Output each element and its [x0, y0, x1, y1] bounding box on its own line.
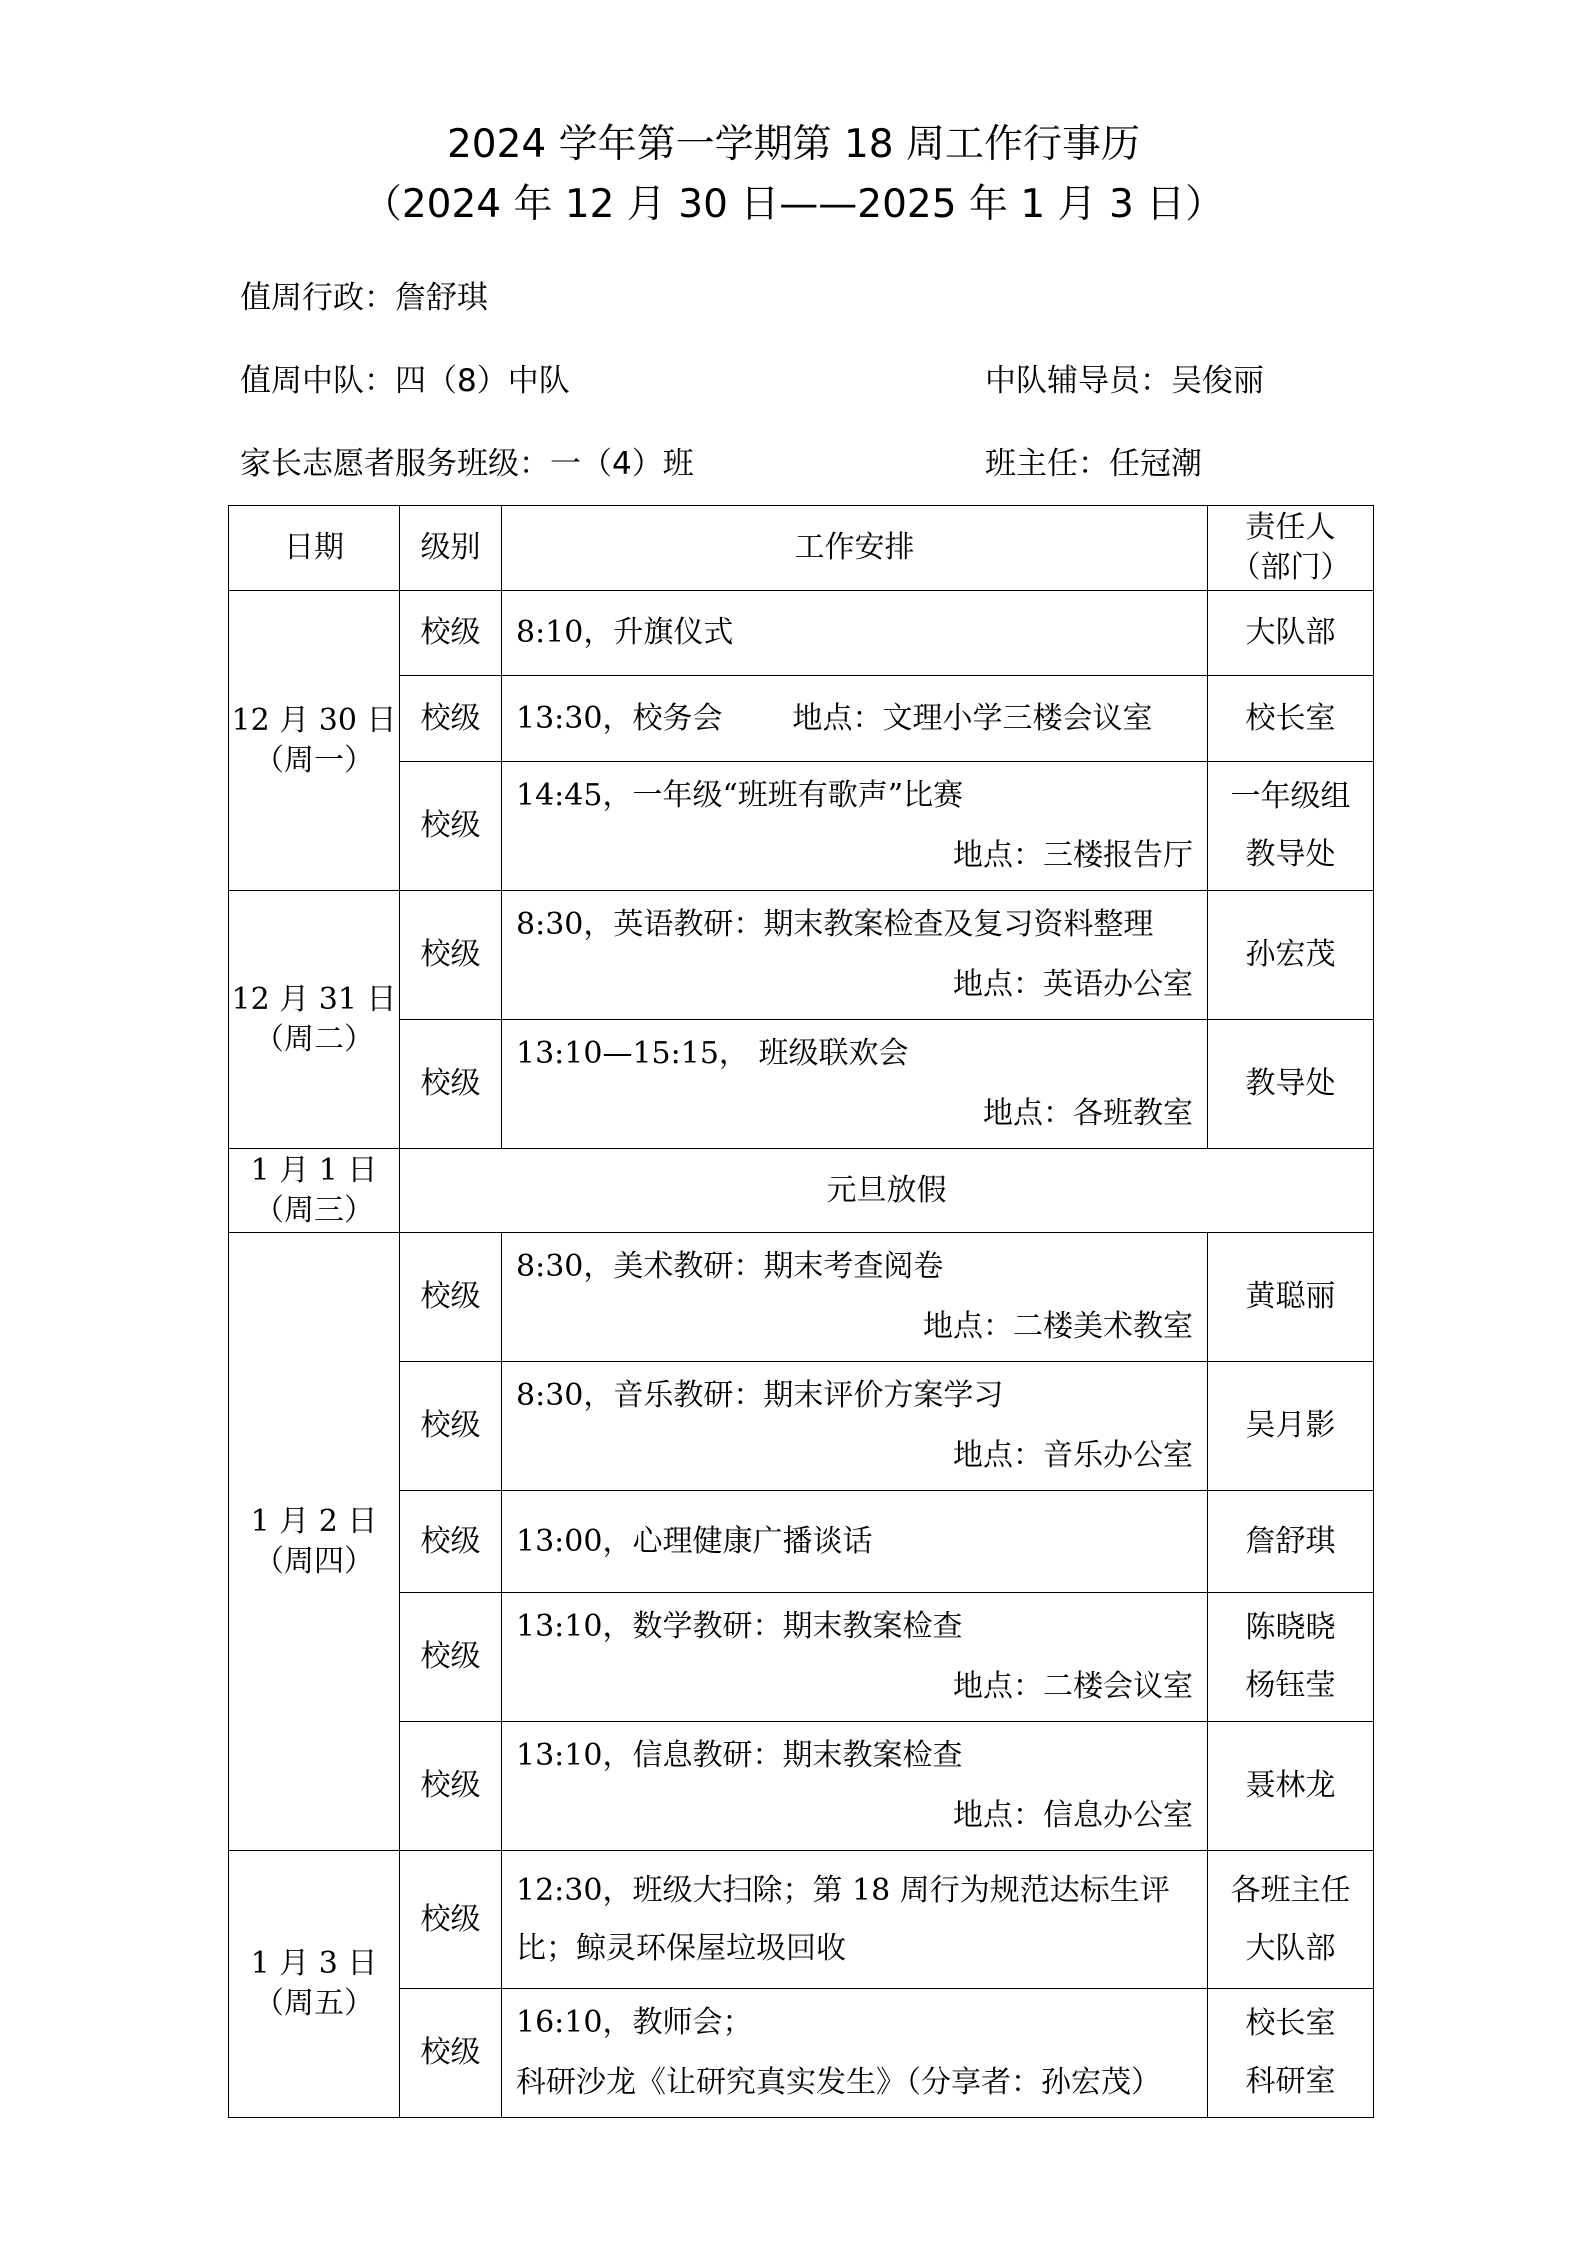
level-cell: 校级	[400, 1851, 502, 1989]
work-cell	[502, 1020, 1208, 1149]
duty-admin: 值周行政：詹舒琪	[240, 280, 488, 316]
header-date: 日期	[229, 506, 400, 591]
date-cell	[229, 591, 400, 891]
work-cell	[502, 1722, 1208, 1851]
task-text: 16:10，教师会；	[516, 2005, 753, 2040]
task-text: 8:30，英语教研：期末教案检查及复习资料整理	[516, 907, 1154, 942]
location-text: 地点：各班教室	[983, 1096, 1193, 1131]
location-text: 地点：文理小学三楼会议室	[792, 700, 1153, 736]
location-text: 地点：二楼会议室	[953, 1669, 1193, 1704]
date-cell	[229, 1149, 400, 1233]
responsible-name: 詹舒琪	[1245, 1523, 1336, 1559]
work-cell	[502, 1989, 1208, 2118]
task-text: 13:10，信息教研：期末教案检查	[516, 1738, 963, 1773]
responsible-name: 校长室	[1245, 700, 1336, 736]
responsible-name: 一年级组	[1230, 779, 1351, 814]
task-text: 13:10—15:15， 班级联欢会	[516, 1036, 909, 1071]
task-text: 13:10，数学教研：期末教案检查	[516, 1609, 963, 1644]
table-row	[229, 762, 1374, 891]
location-text: 地点：音乐办公室	[953, 1438, 1193, 1473]
level-cell: 校级	[400, 1722, 502, 1851]
task-text-line2: 科研沙龙《让研究真实发生》（分享者：孙宏茂）	[516, 2065, 1161, 2100]
responsible-cell	[1208, 1491, 1374, 1593]
weekday-label: （周四）	[254, 1543, 374, 1579]
table-row	[229, 1233, 1374, 1362]
table-row	[229, 591, 1374, 676]
level-cell: 校级	[400, 676, 502, 762]
table-row	[229, 1722, 1374, 1851]
responsible-cell	[1208, 1989, 1374, 2118]
work-cell	[502, 762, 1208, 891]
location-text: 地点：英语办公室	[953, 967, 1193, 1002]
responsible-name: 教导处	[1245, 1066, 1336, 1101]
task-text: 12:30，班级大扫除；第 18 周行为规范达标生评比；鲸灵环保屋垃圾回收	[516, 1872, 1170, 1966]
responsible-name: 陈晓晓	[1245, 1610, 1336, 1645]
weekday-label: （周二）	[254, 1021, 374, 1057]
level-cell: 校级	[400, 1020, 502, 1149]
level-cell: 校级	[400, 1491, 502, 1593]
responsible-cell	[1208, 1722, 1374, 1851]
responsible-name: 科研室	[1245, 2064, 1336, 2099]
header-level: 级别	[400, 506, 502, 591]
work-cell	[502, 1233, 1208, 1362]
task-text: 13:30，校务会	[516, 700, 723, 736]
work-cell	[502, 1851, 1208, 1989]
work-cell	[502, 891, 1208, 1020]
responsible-name: 各班主任	[1230, 1872, 1351, 1908]
table-header-row	[229, 506, 1374, 591]
date-label: 1 月 3 日	[250, 1946, 378, 1981]
responsible-name: 杨钰莹	[1245, 1668, 1336, 1703]
date-label: 1 月 2 日	[250, 1503, 378, 1539]
table-row	[229, 1593, 1374, 1722]
table-row	[229, 676, 1374, 762]
responsible-cell	[1208, 1362, 1374, 1491]
date-label: 1 月 1 日	[250, 1152, 378, 1188]
header-work: 工作安排	[502, 506, 1208, 591]
location-text: 地点：三楼报告厅	[953, 838, 1193, 873]
table-row	[229, 1491, 1374, 1593]
work-cell	[502, 1362, 1208, 1491]
weekday-label: （周一）	[254, 742, 374, 778]
responsible-cell	[1208, 891, 1374, 1020]
date-cell	[229, 1851, 400, 2118]
header-responsible-line2: （部门）	[1230, 550, 1351, 585]
date-cell	[229, 1233, 400, 1851]
date-label: 12 月 30 日	[231, 702, 397, 738]
head-teacher: 班主任：任冠潮	[985, 446, 1202, 482]
task-text: 8:30，美术教研：期末考查阅卷	[516, 1249, 944, 1284]
level-cell: 校级	[400, 1362, 502, 1491]
responsible-name: 聂林龙	[1245, 1768, 1336, 1803]
location-text: 地点：二楼美术教室	[923, 1309, 1193, 1344]
weekday-label: （周三）	[254, 1192, 374, 1228]
responsible-name: 孙宏茂	[1245, 937, 1336, 972]
table-row	[229, 1851, 1374, 1989]
table-row	[229, 891, 1374, 1020]
page-title: 2024 学年第一学期第 18 周工作行事历	[446, 122, 1141, 167]
task-text: 14:45，一年级“班班有歌声”比赛	[516, 778, 964, 813]
task-text: 8:30，音乐教研：期末评价方案学习	[516, 1378, 1004, 1413]
schedule-table	[228, 505, 1374, 2118]
responsible-name: 大队部	[1245, 615, 1336, 650]
squad-counselor: 中队辅导员：吴俊丽	[985, 363, 1264, 399]
table-row	[229, 1020, 1374, 1149]
responsible-cell	[1208, 591, 1374, 676]
responsible-name: 吴月影	[1245, 1408, 1336, 1443]
responsible-cell	[1208, 1593, 1374, 1722]
responsible-name: 校长室	[1245, 2006, 1336, 2041]
responsible-name: 大队部	[1245, 1930, 1336, 1966]
level-cell: 校级	[400, 1989, 502, 2118]
table-row	[229, 1362, 1374, 1491]
header-responsible-line1: 责任人	[1245, 510, 1336, 545]
work-cell	[502, 676, 1208, 762]
page-subtitle-date-range: （2024 年 12 月 30 日——2025 年 1 月 3 日）	[362, 182, 1225, 227]
location-text: 地点：信息办公室	[953, 1798, 1193, 1833]
volunteer-class: 家长志愿者服务班级：一（4）班	[240, 446, 694, 482]
work-cell	[502, 1491, 1208, 1593]
weekday-label: （周五）	[254, 1986, 374, 2021]
level-cell: 校级	[400, 591, 502, 676]
task-text: 8:10，升旗仪式	[516, 615, 734, 650]
level-cell: 校级	[400, 1593, 502, 1722]
level-cell: 校级	[400, 891, 502, 1020]
responsible-cell	[1208, 762, 1374, 891]
table-row	[229, 1989, 1374, 2118]
holiday-cell: 元旦放假	[400, 1149, 1374, 1233]
responsible-cell	[1208, 1851, 1374, 1989]
work-cell	[502, 1593, 1208, 1722]
responsible-cell	[1208, 1233, 1374, 1362]
table-row	[229, 1149, 1374, 1233]
level-cell: 校级	[400, 762, 502, 891]
header-responsible	[1208, 506, 1374, 591]
responsible-name: 黄聪丽	[1245, 1279, 1336, 1314]
responsible-name: 教导处	[1245, 837, 1336, 872]
responsible-cell	[1208, 1020, 1374, 1149]
work-cell	[502, 591, 1208, 676]
duty-squad: 值周中队：四（8）中队	[240, 363, 570, 399]
task-text: 13:00，心理健康广播谈话	[516, 1523, 873, 1559]
responsible-cell	[1208, 676, 1374, 762]
date-cell	[229, 891, 400, 1149]
level-cell: 校级	[400, 1233, 502, 1362]
date-label: 12 月 31 日	[231, 981, 397, 1017]
